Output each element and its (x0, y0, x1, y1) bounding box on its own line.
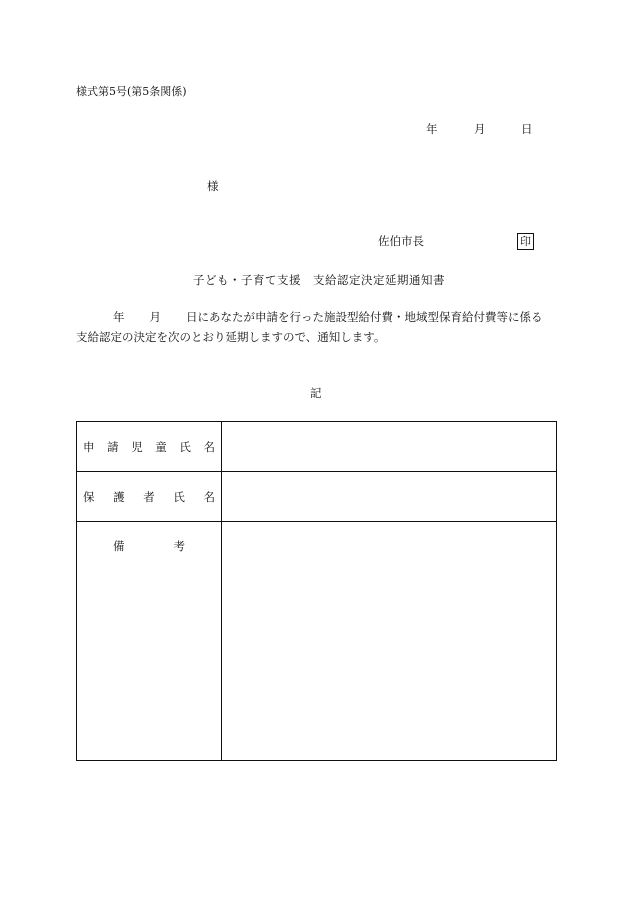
issuer-title: 佐伯市長 (378, 234, 424, 248)
label-char: 考 (173, 539, 185, 553)
label-char: 名 (203, 439, 215, 454)
label-char: 者 (143, 489, 155, 504)
body-year-label: 年 (113, 310, 125, 324)
form-number: 様式第5号(第5条関係) (76, 85, 187, 98)
document-title: 子ども・子育て支援 支給認定決定延期通知書 (193, 273, 445, 287)
body-text-line-2: 支給認定の決定を次のとおり延期しますので、通知します。 (76, 330, 386, 344)
label-char: 備 (113, 539, 125, 553)
body-text-rest: 日にあなたが申請を行った施設型給付費・地域型保育給付費等に係る (186, 310, 543, 324)
table-row-guardian-name (77, 472, 557, 522)
label-char: 童 (155, 439, 167, 454)
label-char: 氏 (173, 489, 185, 504)
label-char: 申 (83, 439, 95, 454)
label-char: 名 (203, 489, 215, 504)
addressee-honorific: 様 (207, 179, 219, 193)
date-month-label: 月 (474, 122, 486, 136)
label-char: 氏 (179, 439, 191, 454)
seal-mark: 印 (517, 233, 534, 250)
label-char: 護 (113, 489, 125, 504)
body-month-label: 月 (149, 310, 161, 324)
child-name-label-cell (77, 422, 222, 472)
guardian-name-label-cell (77, 472, 222, 522)
child-name-value-cell[interactable] (222, 422, 557, 472)
remarks-value-cell[interactable] (222, 522, 557, 761)
ki-heading: 記 (310, 386, 322, 400)
date-year-label: 年 (426, 122, 438, 136)
label-char: 保 (83, 489, 95, 504)
label-char: 児 (131, 439, 143, 454)
guardian-name-label (77, 489, 221, 505)
body-text-line-1 (113, 312, 543, 324)
label-char: 請 (107, 439, 119, 454)
remarks-label-cell (77, 522, 222, 761)
table-row-remarks (77, 522, 557, 761)
table-row-child-name (77, 422, 557, 472)
record-table (76, 421, 557, 761)
guardian-name-value-cell[interactable] (222, 472, 557, 522)
child-name-label (77, 439, 221, 455)
remarks-label (77, 522, 221, 554)
date-day-label: 日 (521, 122, 533, 136)
